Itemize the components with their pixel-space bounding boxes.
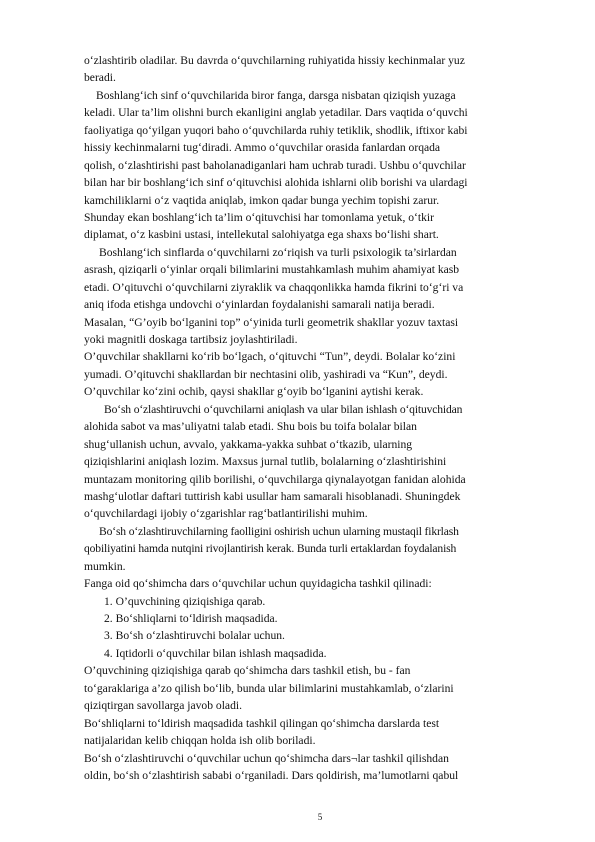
text-line: qolish, o‘zlashtirishi past baholanadiganlari ham uchrab turadi. Ushbu o‘quvchilar [84,158,466,172]
text-line: yoki magnitli doskaga tartibsiz joylashtiriladi. [84,333,298,346]
text-line: beradi. [84,71,116,85]
text-line: keladi. Ular ta’lim olishni burch ekanligini anglab yetadilar. Dars vaqtida o‘quvchi [84,106,468,120]
text-line: o‘zlashtirib oladilar. Bu davrda o‘quvchilarning ruhiyatida hissiy kechinmalar yuz [84,54,465,67]
page-number: 5 [317,812,323,822]
text-line: Bo‘shliqlarni to‘ldirish maqsadida tashkil qilingan qo‘shimcha darslarda test [84,716,440,730]
text-line: shug‘ullanish uchun, avvalo, yakkama-yakka suhbat o‘tkazib, ularning [84,437,413,451]
list-item: 4. Iqtidorli o‘quvchilar bilan ishlash maqsadida. [104,646,327,660]
text-line: mumkin. [84,559,126,573]
text-line: mashg‘ulotlar daftari tuttirish kabi usullar ham samarali hisoblanadi. Shuningdek [84,489,461,503]
text-line: qiziqishlarini aniqlash lozim. Maxsus jurnal tutlib, bolalarning o‘zlashtirishini [84,455,447,469]
text-line: alohida sabot va mas’uliyatni talab etadi. Shu bois bu toifa bolalar bilan [84,420,417,434]
text-line: to‘garaklariga a’zo qilish bo‘lib, bunda ular bilimlarini mustahkamlab, o‘zlarini [84,681,454,695]
text-line: Fanga oid qo‘shimcha dars o‘quvchilar uchun quyidagicha tashkil qilinadi: [84,577,432,591]
text-line: oldin, bo‘sh o‘zlashtirish sababi o‘rganiladi. Dars qoldirish, ma’lumotlarni qabul [84,768,459,782]
text-line: qiziqtirgan savollarga javob oladi. [84,699,242,713]
text-line: O’quvchilar shakllarni ko‘rib bo‘lgach, o‘qituvchi “Tun”, deydi. Bolalar ko‘zini [84,350,456,364]
text-line: Bo‘sh o‘zlashtiruvchi o‘quvchilar uchun qo‘shimcha dars¬lar tashkil qilishdan [84,751,449,765]
text-line: diplamat, o‘z kasbini ustasi, intellekutal salohiyatga ega shaxs bo‘lishi shart. [84,228,439,242]
text-line: o‘quvchilardagi ijobiy o‘zgarishlar rag‘batlantirilishi muhim. [84,507,368,521]
text-line: O’quvchining qiziqishiga qarab qo‘shimcha dars tashkil etish, bu - fan [84,664,411,678]
text-line: O’quvchilar ko‘zini ochib, qaysi shakllar g‘oyib bo‘lganini aytishi kerak. [84,385,424,399]
text-line: kamchiliklarni o‘z vaqtida aniqlab, imkon qadar bunga yechim topishi zarur. [84,193,440,207]
paragraph-start: Boshlang‘ich sinflarda o‘quvchilarni zo‘riqish va turli psixologik ta’sirlardan [99,245,457,259]
paragraph-start: Bo‘sh o‘zlashtiruvchilarning faolligini oshirish uchun ularning mustaqil fikrlash [99,524,459,538]
paragraph-start: Bo‘sh o‘zlashtiruvchi o‘quvchilarni aniqlash va ular bilan ishlash o‘qituvchidan [104,402,463,416]
text-line: etadi. O’qituvchi o‘quvchilarni ziyraklik va chaqqonlikka hamda fikrini to‘g‘ri va [84,280,464,294]
list-item: 3. Bo‘sh o‘zlashtiruvchi bolalar uchun. [104,629,285,643]
document-page [84,52,556,784]
text-line: qobiliyatini hamda nutqini rivojlantirish kerak. Bunda turli ertaklardan foydalanish [84,542,457,556]
text-line: Shunday ekan boshlang‘ich ta’lim o‘qituvchisi har tomonlama yetuk, o‘tkir [84,210,434,224]
text-line: bilan har bir boshlang‘ich sinf o‘qituvchisi alohida ishlarni olib borishi va ulardagi [84,176,468,190]
text-line: yumadi. O’qituvchi shakllardan bir nechtasini olib, yashiradi va “Kun”, deydi. [84,367,448,381]
list-item: 2. Bo‘shliqlarni to‘ldirish maqsadida. [104,612,278,625]
paragraph-start: Boshlang‘ich sinf o‘quvchilarida biror fanga, darsga nisbatan qiziqish yuzaga [96,88,456,102]
text-line: hissiy kechinmalarni tug‘diradi. Ammo o‘quvchilar orasida fanlardan orqada [84,141,441,155]
text-line: aniq ifoda etishga undovchi o‘yinlardan foydalanishi samarali natija beradi. [84,298,435,312]
text-line: asrash, qiziqarli o‘yinlar orqali bilimlarini mustahkamlash muhim ahamiyat kasb [84,263,460,277]
text-line: natijalaridan kelib chiqqan holda ish olib boriladi. [84,734,316,748]
text-line: faoliyatiga qo‘yilgan yuqori baho o‘quvchilarda ruhiy tetiklik, shodlik, iftixor kabi [84,123,468,137]
text-line: Masalan, “G’oyib bo‘lganini top” o‘yinida turli geometrik shakllar yozuv taxtasi [84,315,459,329]
text-line: muntazam monitoring qilib borilishi, o‘quvchilarga qiynalayotgan fanidan alohida [84,472,466,486]
list-item: 1. O’quvchining qiziqishiga qarab. [104,594,266,608]
